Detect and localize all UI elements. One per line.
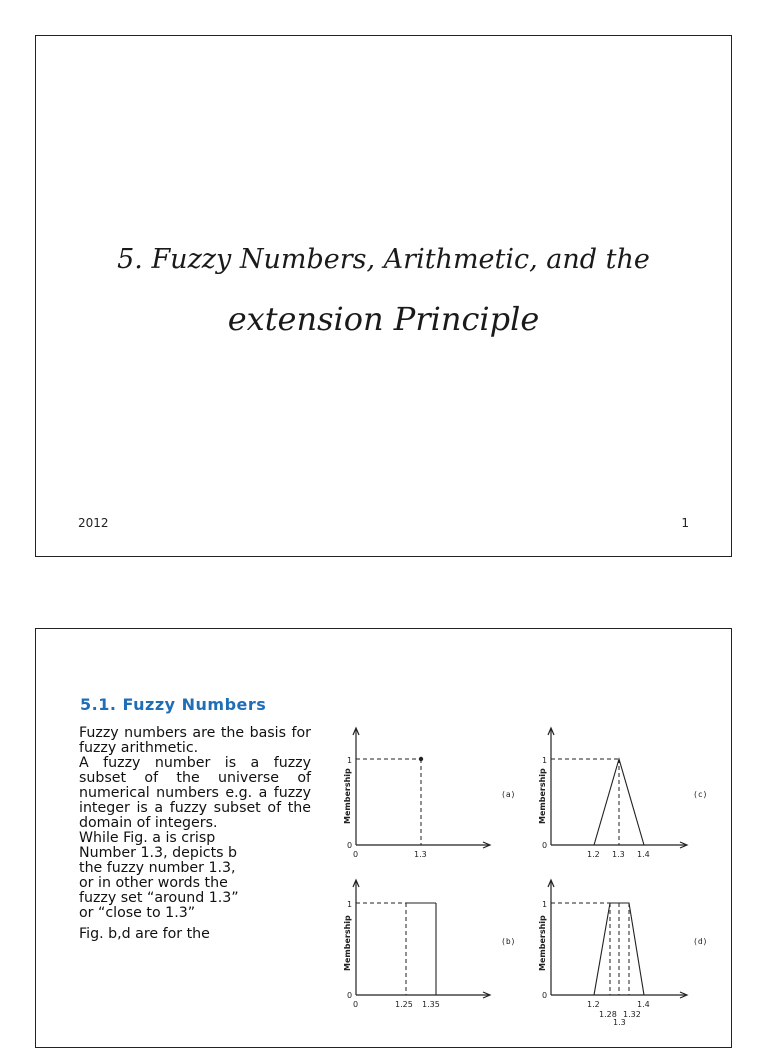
- fuzzy-number-figure-svg: [326, 719, 706, 1029]
- paragraph-3-line: Number 1.3, depicts b: [79, 845, 238, 861]
- panel-c-label: (c): [693, 790, 708, 799]
- section-heading: 5.1. Fuzzy Numbers: [80, 695, 267, 714]
- paragraph-3-line: While Fig. a is crisp: [79, 830, 216, 846]
- panel-d-label: (d): [693, 937, 708, 946]
- panel-c-y-label: Membership: [538, 768, 547, 824]
- paragraph-4: Fig. b,d are for the: [79, 926, 210, 942]
- panel-d-zero: 0: [542, 991, 548, 1000]
- panel-a-one: 1: [347, 756, 353, 765]
- panel-d-tick: 1.32: [623, 1010, 641, 1019]
- panel-b-y-label: Membership: [343, 915, 352, 971]
- footer-year: 2012: [78, 516, 109, 530]
- title-slide: [35, 35, 732, 557]
- slide-title-line-2: extension Principle: [227, 300, 540, 338]
- panel-c: [538, 728, 707, 859]
- panel-b-tick: 1.25: [395, 1000, 413, 1009]
- paragraph-3-line: or “close to 1.3”: [79, 905, 196, 921]
- panel-a: [343, 728, 515, 859]
- panel-b: [343, 880, 515, 1009]
- panel-b-one: 1: [347, 900, 353, 909]
- paragraph-3-line: fuzzy set “around 1.3”: [79, 890, 239, 906]
- slide-title-line-1: 5. Fuzzy Numbers, Arithmetic, and the: [117, 244, 650, 275]
- panel-d-tick: 1.28: [599, 1010, 617, 1019]
- paragraph-3-line: or in other words the: [79, 875, 228, 891]
- panel-b-tick: 1.35: [422, 1000, 440, 1009]
- page-number: 1: [681, 516, 689, 530]
- panel-a-point: [419, 757, 423, 761]
- panel-b-label: (b): [501, 937, 516, 946]
- content-slide: [35, 628, 732, 1048]
- panel-d: [538, 880, 707, 1027]
- fuzzy-number-figure: [326, 719, 706, 1029]
- body-text: [79, 726, 311, 942]
- paragraph-3-line: the fuzzy number 1.3,: [79, 860, 236, 876]
- panel-c-tick: 1.4: [637, 850, 650, 859]
- panel-c-zero: 0: [542, 841, 548, 850]
- panel-a-origin: 0: [353, 850, 359, 859]
- panel-a-y-label: Membership: [343, 768, 352, 824]
- panel-c-tick: 1.2: [587, 850, 600, 859]
- paragraph-2: A fuzzy number is a fuzzy subset of the universe of numerical numbers e.g. a fuzzy integer is a fuzzy subset of the domain of integers.: [79, 755, 311, 831]
- panel-a-tick: 1.3: [414, 850, 427, 859]
- panel-d-tick: 1.4: [637, 1000, 650, 1009]
- panel-c-tick: 1.3: [612, 850, 625, 859]
- panel-d-y-label: Membership: [538, 915, 547, 971]
- panel-c-one: 1: [542, 756, 548, 765]
- panel-a-zero: 0: [347, 841, 353, 850]
- panel-d-tick: 1.2: [587, 1000, 600, 1009]
- paragraph-1: Fuzzy numbers are the basis for fuzzy arithmetic.: [79, 725, 311, 756]
- panel-d-one: 1: [542, 900, 548, 909]
- panel-b-zero: 0: [347, 991, 353, 1000]
- paragraph-3: [79, 831, 311, 921]
- panel-b-origin: 0: [353, 1000, 359, 1009]
- panel-a-label: (a): [501, 790, 516, 799]
- panel-d-tick: 1.3: [613, 1018, 626, 1027]
